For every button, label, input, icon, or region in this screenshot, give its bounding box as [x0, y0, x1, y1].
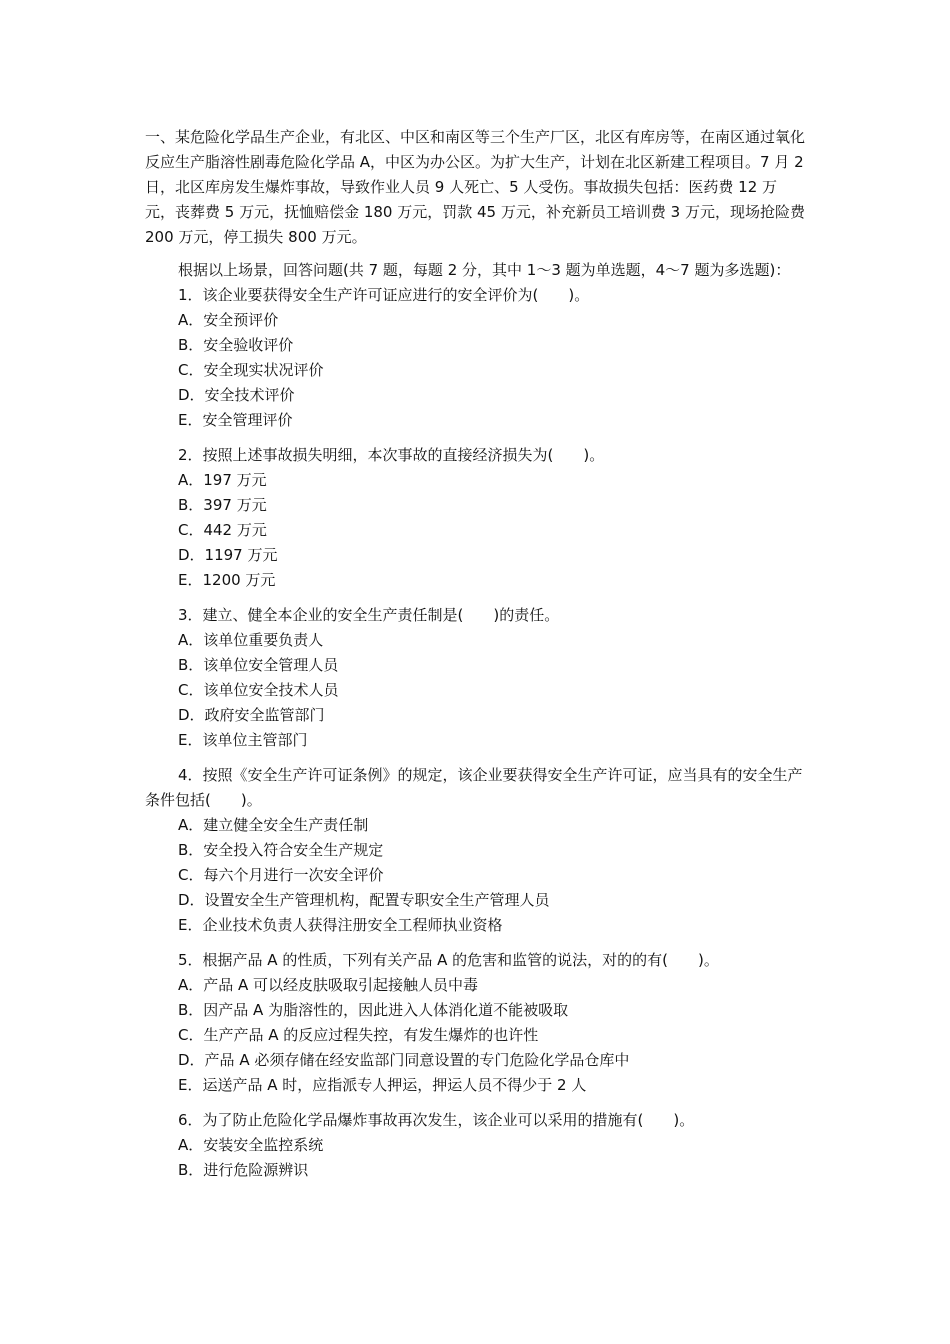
document-body	[145, 125, 805, 1193]
option-a: A．该单位重要负责人	[178, 631, 324, 649]
option-c: C．生产产品 A 的反应过程失控，有发生爆炸的也许性	[178, 1026, 539, 1044]
question-text: 1．该企业要获得安全生产许可证应进行的安全评价为( )。	[178, 286, 590, 304]
question-1	[145, 283, 805, 433]
option-e: E．运送产品 A 时，应指派专人押运，押运人员不得少于 2 人	[178, 1076, 587, 1094]
question-text: 4．按照《安全生产许可证条例》的规定，该企业要获得安全生产许可证，应当具有的安全生产条件包括( )。	[145, 766, 803, 809]
question-text: 5．根据产品 A 的性质，下列有关产品 A 的危害和监管的说法，对的的有( )。	[178, 951, 719, 969]
question-3	[145, 603, 805, 753]
option-c: C．每六个月进行一次安全评价	[178, 866, 384, 884]
option-a: A．安全预评价	[178, 311, 279, 329]
instructions-paragraph: 根据以上场景，回答问题(共 7 题，每题 2 分，其中 1～3 题为单选题，4～7 题为多选题)：	[178, 261, 791, 279]
option-b: B．因产品 A 为脂溶性的，因此进入人体消化道不能被吸取	[178, 1001, 569, 1019]
option-d: D．安全技术评价	[178, 386, 295, 404]
question-text: 6．为了防止危险化学品爆炸事故再次发生，该企业可以采用的措施有( )。	[178, 1111, 695, 1129]
question-text: 2．按照上述事故损失明细，本次事故的直接经济损失为( )。	[178, 446, 605, 464]
option-e: E．1200 万元	[178, 571, 276, 589]
question-2	[145, 443, 805, 593]
option-a: A．197 万元	[178, 471, 267, 489]
question-4	[145, 763, 805, 938]
option-e: E．该单位主管部门	[178, 731, 308, 749]
option-b: B．安全投入符合安全生产规定	[178, 841, 384, 859]
option-d: D．设置安全生产管理机构，配置专职安全生产管理人员	[178, 891, 550, 909]
option-d: D．1197 万元	[178, 546, 278, 564]
option-d: D．政府安全监管部门	[178, 706, 325, 724]
option-c: C．442 万元	[178, 521, 267, 539]
option-a: A．建立健全安全生产责任制	[178, 816, 369, 834]
option-b: B．安全验收评价	[178, 336, 294, 354]
scenario-paragraph: 一、某危险化学品生产企业，有北区、中区和南区等三个生产厂区，北区有库房等，在南区通过氧化反应生产脂溶性剧毒危险化学品 A，中区为办公区。为扩大生产，计划在北区新建工程项目。7 月 2 日，北区库房发生爆炸事故，导致作业人员 9 人死亡、5 人受伤。事故损失包括：医药费 12 万元，丧葬费 5 万元，抚恤赔偿金 180 万元，罚款 45 万元，补充新员工培训费 3 万元，现场抢险费 200 万元，停工损失 800 万元。	[145, 128, 806, 246]
option-b: B．进行危险源辨识	[178, 1161, 309, 1179]
question-text: 3．建立、健全本企业的安全生产责任制是( )的责任。	[178, 606, 560, 624]
option-e: E．企业技术负责人获得注册安全工程师执业资格	[178, 916, 503, 934]
option-a: A．产品 A 可以经皮肤吸取引起接触人员中毒	[178, 976, 479, 994]
option-c: C．该单位安全技术人员	[178, 681, 339, 699]
question-5	[145, 948, 805, 1098]
option-d: D．产品 A 必须存储在经安监部门同意设置的专门危险化学品仓库中	[178, 1051, 630, 1069]
option-b: B．该单位安全管理人员	[178, 656, 339, 674]
option-b: B．397 万元	[178, 496, 267, 514]
option-e: E．安全管理评价	[178, 411, 293, 429]
question-6	[145, 1108, 805, 1183]
option-a: A．安装安全监控系统	[178, 1136, 324, 1154]
option-c: C．安全现实状况评价	[178, 361, 324, 379]
